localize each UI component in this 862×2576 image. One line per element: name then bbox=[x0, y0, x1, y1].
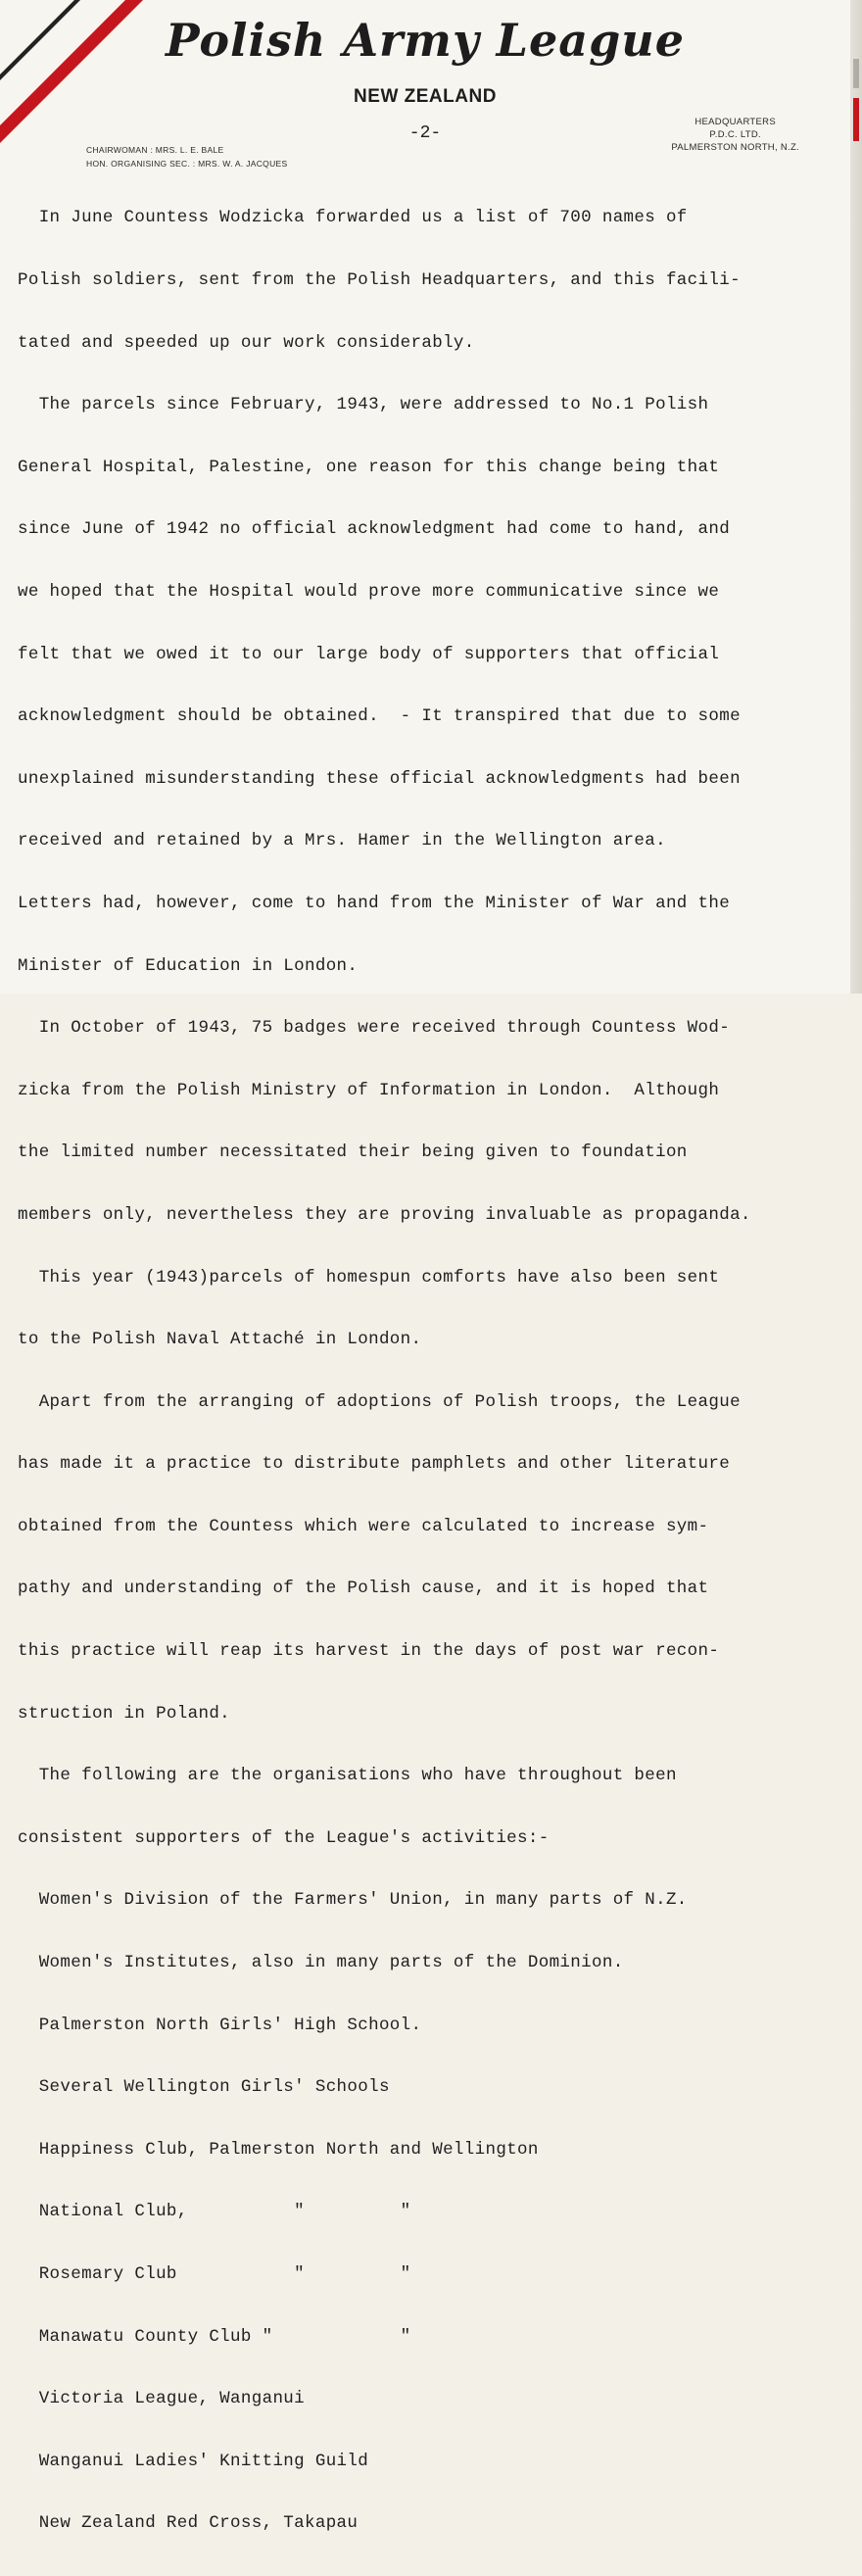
body-line: members only, nevertheless they are proving invaluable as propaganda. bbox=[18, 1204, 751, 1225]
body-line: since June of 1942 no official acknowledgment had come to hand, and bbox=[18, 519, 731, 540]
body-line: the limited number necessitated their being given to foundation bbox=[18, 1142, 688, 1163]
body-line: unexplained misunderstanding these official acknowledgments had been bbox=[18, 768, 741, 789]
body-line: pathy and understanding of the Polish cause, and it is hoped that bbox=[18, 1579, 709, 1599]
body-line: received and retained by a Mrs. Hamer in the Wellington area. bbox=[18, 831, 666, 851]
edge-stripe-dark bbox=[853, 59, 859, 88]
body-line: felt that we owed it to our large body of supporters that official bbox=[18, 644, 720, 664]
body-line: Women's Division of the Farmers' Union, in many parts of N.Z. bbox=[18, 1890, 688, 1911]
body-line: zicka from the Polish Ministry of Information in London. Although bbox=[18, 1080, 720, 1100]
body-line: In June Countess Wodzicka forwarded us a list of 700 names of bbox=[18, 208, 688, 228]
body-line: we hoped that the Hospital would prove more communicative since we bbox=[18, 581, 720, 602]
page-number: -2- bbox=[408, 123, 442, 143]
body-line: Women's Institutes, also in many parts of the Dominion. bbox=[18, 1953, 624, 1973]
body-line: Polish soldiers, sent from the Polish Headquarters, and this facili- bbox=[18, 270, 741, 290]
body-line: The parcels since February, 1943, were addressed to No.1 Polish bbox=[18, 395, 709, 415]
body-line: has made it a practice to distribute pamphlets and other literature bbox=[18, 1454, 731, 1475]
page-edge-decoration bbox=[850, 0, 862, 994]
edge-stripe-red bbox=[853, 98, 859, 141]
body-line: In October of 1943, 75 badges were received through Countess Wod- bbox=[18, 1018, 731, 1039]
officer-line: HON. ORGANISING SEC. : MRS. W. A. JACQUES bbox=[86, 159, 288, 169]
body-line: Several Wellington Girls' Schools bbox=[18, 2077, 390, 2098]
body-line: consistent supporters of the League's activities:- bbox=[18, 1827, 550, 1848]
body-line: Rosemary Club " " bbox=[18, 2264, 411, 2284]
body-line: The following are the organisations who have throughout been bbox=[18, 1766, 677, 1786]
officer-line: CHAIRWOMAN : MRS. L. E. BALE bbox=[86, 145, 224, 155]
body-line: Victoria League, Wanganui bbox=[18, 2389, 305, 2409]
body-line: National Club, " " bbox=[18, 2202, 411, 2222]
body-line: tated and speeded up our work considerably. bbox=[18, 332, 475, 353]
body-line: Palmerston North Girls' High School. bbox=[18, 2015, 422, 2035]
body-line: Wanganui Ladies' Knitting Guild bbox=[18, 2451, 369, 2471]
body-line: This year (1943)parcels of homespun comforts have also been sent bbox=[18, 1267, 720, 1288]
body-line: General Hospital, Palestine, one reason for this change being that bbox=[18, 457, 720, 477]
headquarters-line: PALMERSTON NORTH, N.Z. bbox=[671, 142, 799, 153]
body-line: Happiness Club, Palmerston North and Wellington bbox=[18, 2139, 539, 2160]
body-line: acknowledgment should be obtained. - It transpired that due to some bbox=[18, 706, 741, 727]
body-line: this practice will reap its harvest in the days of post war recon- bbox=[18, 1641, 720, 1662]
body-line: Apart from the arranging of adoptions of Polish troops, the League bbox=[18, 1391, 741, 1412]
headquarters-block bbox=[671, 116, 799, 154]
body-line: Minister of Education in London. bbox=[18, 955, 359, 976]
body-line: New Zealand Red Cross, Takapau bbox=[18, 2513, 359, 2534]
body-line: struction in Poland. bbox=[18, 1703, 231, 1724]
headquarters-line: P.D.C. LTD. bbox=[709, 129, 761, 140]
letterhead-subtitle: NEW ZEALAND bbox=[354, 86, 497, 107]
body-line: obtained from the Countess which were calculated to increase sym- bbox=[18, 1516, 709, 1536]
body-line: Manawatu County Club " " bbox=[18, 2326, 411, 2347]
body-line: to the Polish Naval Attaché in London. bbox=[18, 1330, 422, 1350]
headquarters-line: HEADQUARTERS bbox=[694, 117, 776, 127]
body-line: Letters had, however, come to hand from the Minister of War and the bbox=[18, 893, 731, 913]
letter-body bbox=[18, 167, 850, 2576]
letterhead-title: Polish Army League bbox=[166, 14, 685, 67]
